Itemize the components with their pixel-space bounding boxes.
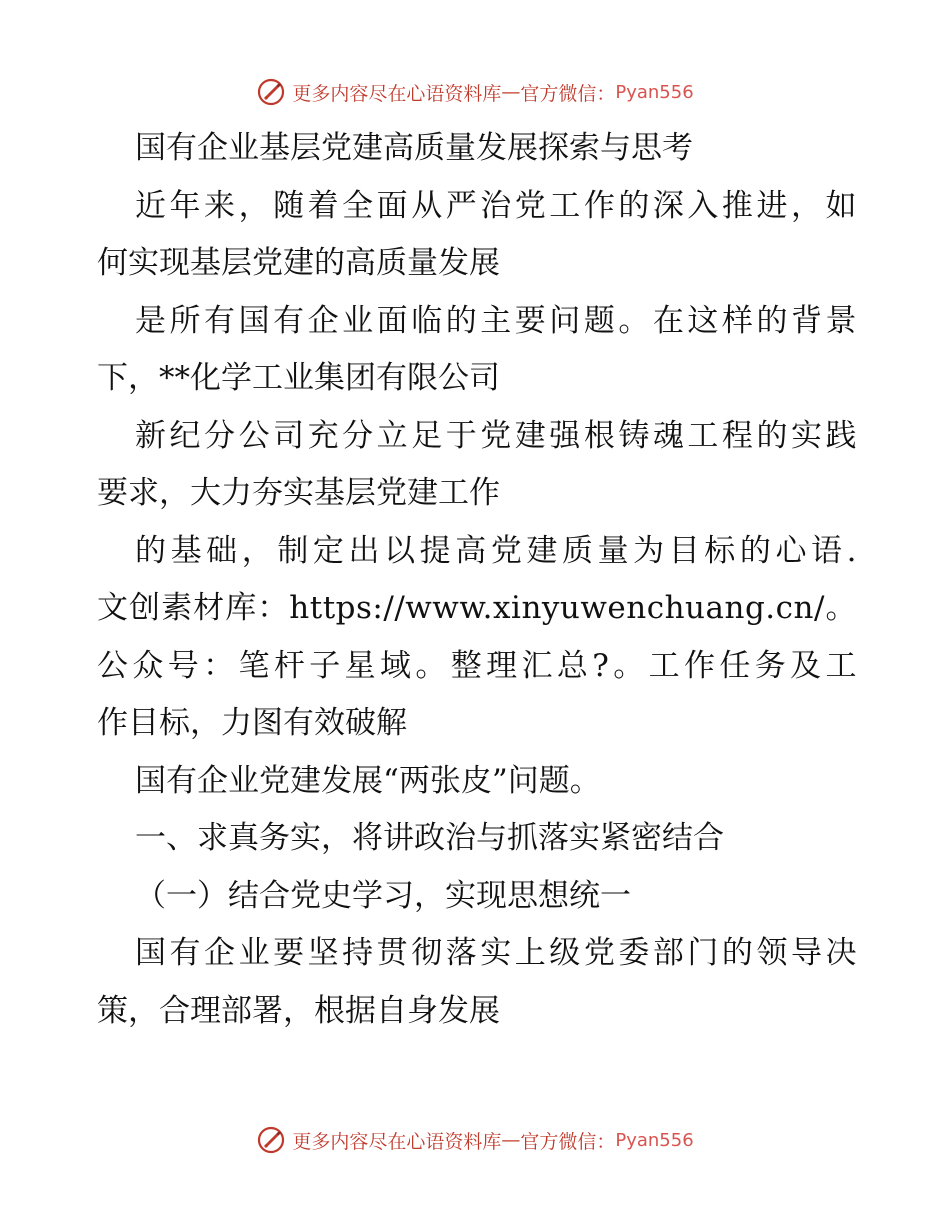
banner-separator: — [501, 81, 521, 103]
banner-brand-text: 更多内容尽在心语资料库 [292, 1130, 502, 1153]
paragraph-line: 策，合理部署，根据自身发展 [97, 992, 500, 1029]
brand-logo-icon [256, 1125, 286, 1155]
paragraph-line: 下，**化学工业集团有限公司 [97, 360, 500, 396]
banner-wechat-label: 官方微信： [520, 1130, 616, 1153]
paragraph-line: 要求，大力夯实基层党建工作 [97, 475, 500, 511]
paragraph-line: 近年来，随着全面从严治党工作的深入推进，如 [135, 187, 857, 224]
subsection-heading: （一）结合党史学习，实现思想统一 [135, 877, 631, 914]
paragraph-line-url: 文创素材库：https://www.xinyuwenchuang.cn/。 [97, 590, 857, 626]
header-banner[interactable] [0, 72, 950, 112]
paragraph-line: 国有企业要坚持贯彻落实上级党委部门的领导决 [135, 935, 857, 971]
brand-logo-icon [256, 77, 286, 107]
banner-wechat-label: 官方微信： [520, 82, 616, 105]
paragraph-line: 公众号：笔杆子星域。整理汇总?。工作任务及工 [97, 647, 857, 684]
document-body [97, 120, 857, 1040]
banner-brand-text: 更多内容尽在心语资料库 [292, 82, 502, 105]
banner-separator: — [501, 1129, 521, 1151]
paragraph-line: 作目标，力图有效破解 [97, 705, 407, 741]
banner-wechat-id: Pyan556 [615, 1129, 694, 1151]
document-title: 国有企业基层党建高质量发展探索与思考 [135, 130, 693, 166]
paragraph-line: 何实现基层党建的高质量发展 [97, 245, 500, 281]
paragraph-line: 是所有国有企业面临的主要问题。在这样的背景 [135, 302, 857, 339]
section-heading: 一、求真务实，将讲政治与抓落实紧密结合 [135, 820, 724, 856]
paragraph-line: 新纪分公司充分立足于党建强根铸魂工程的实践 [135, 417, 857, 454]
footer-banner[interactable] [0, 1120, 950, 1160]
banner-wechat-id: Pyan556 [615, 81, 694, 103]
paragraph-line: 的基础，制定出以提高党建质量为目标的心语. [135, 532, 857, 569]
paragraph-line: 国有企业党建发展“两张皮”问题。 [135, 762, 601, 799]
